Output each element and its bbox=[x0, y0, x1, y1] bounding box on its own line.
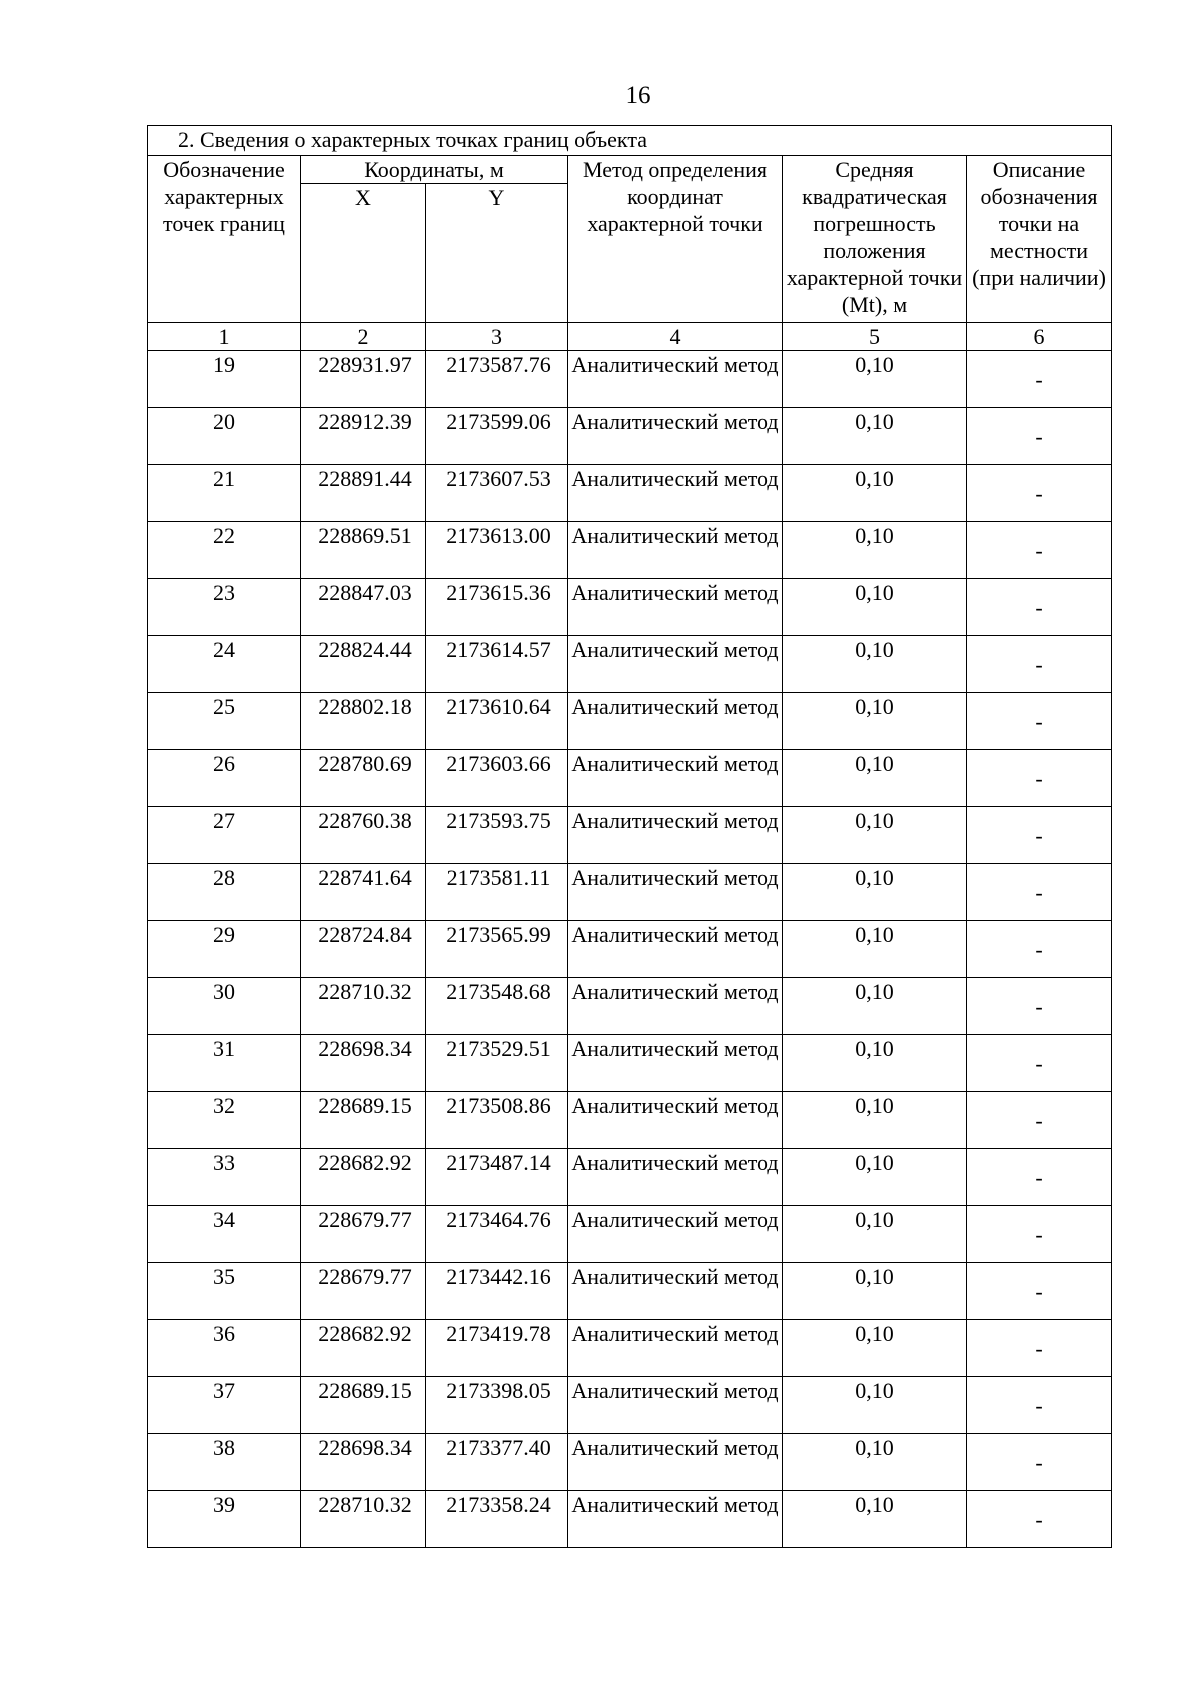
point-label: 30 bbox=[148, 978, 301, 1035]
table-row bbox=[148, 465, 1112, 522]
y-coordinate: 2173610.64 bbox=[426, 693, 568, 750]
boundary-points-table bbox=[147, 125, 1112, 1548]
method-cell: Аналитический метод bbox=[568, 351, 783, 408]
x-coordinate: 228802.18 bbox=[301, 693, 426, 750]
header-coordinates: Координаты, м bbox=[301, 156, 568, 184]
point-label: 31 bbox=[148, 1035, 301, 1092]
table-row bbox=[148, 1092, 1112, 1149]
table-row bbox=[148, 1434, 1112, 1491]
point-label: 21 bbox=[148, 465, 301, 522]
description-cell: - bbox=[967, 1491, 1112, 1548]
accuracy-cell: 0,10 bbox=[783, 1434, 967, 1491]
table-row bbox=[148, 1263, 1112, 1320]
method-cell: Аналитический метод bbox=[568, 1206, 783, 1263]
method-cell: Аналитический метод bbox=[568, 579, 783, 636]
x-coordinate: 228847.03 bbox=[301, 579, 426, 636]
table-row bbox=[148, 579, 1112, 636]
y-coordinate: 2173442.16 bbox=[426, 1263, 568, 1320]
point-label: 24 bbox=[148, 636, 301, 693]
description-cell: - bbox=[967, 750, 1112, 807]
method-cell: Аналитический метод bbox=[568, 807, 783, 864]
x-coordinate: 228912.39 bbox=[301, 408, 426, 465]
description-cell: - bbox=[967, 807, 1112, 864]
header-method: Метод определения координат характерной точки bbox=[568, 156, 783, 323]
x-coordinate: 228724.84 bbox=[301, 921, 426, 978]
method-cell: Аналитический метод bbox=[568, 1092, 783, 1149]
y-coordinate: 2173358.24 bbox=[426, 1491, 568, 1548]
description-cell: - bbox=[967, 1377, 1112, 1434]
x-coordinate: 228891.44 bbox=[301, 465, 426, 522]
header-y: Y bbox=[426, 184, 568, 323]
y-coordinate: 2173613.00 bbox=[426, 522, 568, 579]
method-cell: Аналитический метод bbox=[568, 1434, 783, 1491]
description-cell: - bbox=[967, 522, 1112, 579]
y-coordinate: 2173607.53 bbox=[426, 465, 568, 522]
y-coordinate: 2173548.68 bbox=[426, 978, 568, 1035]
column-number: 3 bbox=[426, 323, 568, 351]
accuracy-cell: 0,10 bbox=[783, 579, 967, 636]
x-coordinate: 228698.34 bbox=[301, 1035, 426, 1092]
accuracy-cell: 0,10 bbox=[783, 465, 967, 522]
table-row bbox=[148, 1035, 1112, 1092]
point-label: 32 bbox=[148, 1092, 301, 1149]
table-row bbox=[148, 921, 1112, 978]
description-cell: - bbox=[967, 978, 1112, 1035]
table-row bbox=[148, 1377, 1112, 1434]
point-label: 37 bbox=[148, 1377, 301, 1434]
x-coordinate: 228760.38 bbox=[301, 807, 426, 864]
point-label: 39 bbox=[148, 1491, 301, 1548]
accuracy-cell: 0,10 bbox=[783, 1149, 967, 1206]
x-coordinate: 228931.97 bbox=[301, 351, 426, 408]
x-coordinate: 228689.15 bbox=[301, 1092, 426, 1149]
method-cell: Аналитический метод bbox=[568, 693, 783, 750]
method-cell: Аналитический метод bbox=[568, 1149, 783, 1206]
y-coordinate: 2173487.14 bbox=[426, 1149, 568, 1206]
column-number: 2 bbox=[301, 323, 426, 351]
y-coordinate: 2173615.36 bbox=[426, 579, 568, 636]
table-row bbox=[148, 807, 1112, 864]
header-description: Описание обозначения точки на местности (при наличии) bbox=[967, 156, 1112, 323]
x-coordinate: 228682.92 bbox=[301, 1320, 426, 1377]
accuracy-cell: 0,10 bbox=[783, 693, 967, 750]
method-cell: Аналитический метод bbox=[568, 1035, 783, 1092]
description-cell: - bbox=[967, 1263, 1112, 1320]
x-coordinate: 228679.77 bbox=[301, 1263, 426, 1320]
table-row bbox=[148, 1206, 1112, 1263]
description-cell: - bbox=[967, 1149, 1112, 1206]
x-coordinate: 228780.69 bbox=[301, 750, 426, 807]
method-cell: Аналитический метод bbox=[568, 408, 783, 465]
table-row bbox=[148, 1320, 1112, 1377]
accuracy-cell: 0,10 bbox=[783, 1263, 967, 1320]
description-cell: - bbox=[967, 408, 1112, 465]
point-label: 38 bbox=[148, 1434, 301, 1491]
description-cell: - bbox=[967, 1320, 1112, 1377]
point-label: 25 bbox=[148, 693, 301, 750]
description-cell: - bbox=[967, 1434, 1112, 1491]
description-cell: - bbox=[967, 921, 1112, 978]
point-label: 34 bbox=[148, 1206, 301, 1263]
point-label: 33 bbox=[148, 1149, 301, 1206]
y-coordinate: 2173599.06 bbox=[426, 408, 568, 465]
y-coordinate: 2173565.99 bbox=[426, 921, 568, 978]
accuracy-cell: 0,10 bbox=[783, 750, 967, 807]
point-label: 28 bbox=[148, 864, 301, 921]
x-coordinate: 228869.51 bbox=[301, 522, 426, 579]
accuracy-cell: 0,10 bbox=[783, 864, 967, 921]
method-cell: Аналитический метод bbox=[568, 921, 783, 978]
y-coordinate: 2173419.78 bbox=[426, 1320, 568, 1377]
accuracy-cell: 0,10 bbox=[783, 921, 967, 978]
description-cell: - bbox=[967, 693, 1112, 750]
description-cell: - bbox=[967, 1035, 1112, 1092]
accuracy-cell: 0,10 bbox=[783, 1206, 967, 1263]
y-coordinate: 2173398.05 bbox=[426, 1377, 568, 1434]
accuracy-cell: 0,10 bbox=[783, 1491, 967, 1548]
table-row bbox=[148, 693, 1112, 750]
y-coordinate: 2173529.51 bbox=[426, 1035, 568, 1092]
accuracy-cell: 0,10 bbox=[783, 408, 967, 465]
accuracy-cell: 0,10 bbox=[783, 522, 967, 579]
x-coordinate: 228679.77 bbox=[301, 1206, 426, 1263]
x-coordinate: 228824.44 bbox=[301, 636, 426, 693]
column-number: 6 bbox=[967, 323, 1112, 351]
table-row bbox=[148, 408, 1112, 465]
page-number: 16 bbox=[625, 82, 651, 109]
x-coordinate: 228689.15 bbox=[301, 1377, 426, 1434]
method-cell: Аналитический метод bbox=[568, 636, 783, 693]
column-number: 5 bbox=[783, 323, 967, 351]
accuracy-cell: 0,10 bbox=[783, 1035, 967, 1092]
point-label: 29 bbox=[148, 921, 301, 978]
accuracy-cell: 0,10 bbox=[783, 807, 967, 864]
point-label: 20 bbox=[148, 408, 301, 465]
method-cell: Аналитический метод bbox=[568, 1320, 783, 1377]
accuracy-cell: 0,10 bbox=[783, 1320, 967, 1377]
header-point: Обозначение характерных точек границ bbox=[148, 156, 301, 323]
method-cell: Аналитический метод bbox=[568, 1377, 783, 1434]
y-coordinate: 2173581.11 bbox=[426, 864, 568, 921]
accuracy-cell: 0,10 bbox=[783, 351, 967, 408]
table-title: 2. Сведения о характерных точках границ объекта bbox=[148, 126, 1112, 156]
method-cell: Аналитический метод bbox=[568, 750, 783, 807]
x-coordinate: 228710.32 bbox=[301, 978, 426, 1035]
method-cell: Аналитический метод bbox=[568, 978, 783, 1035]
y-coordinate: 2173593.75 bbox=[426, 807, 568, 864]
point-label: 22 bbox=[148, 522, 301, 579]
x-coordinate: 228710.32 bbox=[301, 1491, 426, 1548]
column-number: 4 bbox=[568, 323, 783, 351]
method-cell: Аналитический метод bbox=[568, 1491, 783, 1548]
y-coordinate: 2173614.57 bbox=[426, 636, 568, 693]
y-coordinate: 2173603.66 bbox=[426, 750, 568, 807]
header-accuracy: Средняя квадратическая погрешность положения характерной точки (Mt), м bbox=[783, 156, 967, 323]
x-coordinate: 228698.34 bbox=[301, 1434, 426, 1491]
table-row bbox=[148, 750, 1112, 807]
y-coordinate: 2173508.86 bbox=[426, 1092, 568, 1149]
header-x: X bbox=[301, 184, 426, 323]
method-cell: Аналитический метод bbox=[568, 465, 783, 522]
point-label: 26 bbox=[148, 750, 301, 807]
accuracy-cell: 0,10 bbox=[783, 1377, 967, 1434]
method-cell: Аналитический метод bbox=[568, 522, 783, 579]
point-label: 27 bbox=[148, 807, 301, 864]
table-row bbox=[148, 1491, 1112, 1548]
point-label: 35 bbox=[148, 1263, 301, 1320]
y-coordinate: 2173587.76 bbox=[426, 351, 568, 408]
accuracy-cell: 0,10 bbox=[783, 636, 967, 693]
description-cell: - bbox=[967, 1206, 1112, 1263]
method-cell: Аналитический метод bbox=[568, 864, 783, 921]
point-label: 23 bbox=[148, 579, 301, 636]
method-cell: Аналитический метод bbox=[568, 1263, 783, 1320]
description-cell: - bbox=[967, 1092, 1112, 1149]
accuracy-cell: 0,10 bbox=[783, 1092, 967, 1149]
description-cell: - bbox=[967, 864, 1112, 921]
table-row bbox=[148, 864, 1112, 921]
point-label: 36 bbox=[148, 1320, 301, 1377]
table-row bbox=[148, 351, 1112, 408]
description-cell: - bbox=[967, 465, 1112, 522]
table-row bbox=[148, 1149, 1112, 1206]
point-label: 19 bbox=[148, 351, 301, 408]
table-row bbox=[148, 978, 1112, 1035]
x-coordinate: 228682.92 bbox=[301, 1149, 426, 1206]
accuracy-cell: 0,10 bbox=[783, 978, 967, 1035]
table-row bbox=[148, 522, 1112, 579]
description-cell: - bbox=[967, 579, 1112, 636]
table-body bbox=[148, 351, 1112, 1548]
y-coordinate: 2173377.40 bbox=[426, 1434, 568, 1491]
column-numbers-row bbox=[148, 323, 1112, 351]
table-row bbox=[148, 636, 1112, 693]
column-number: 1 bbox=[148, 323, 301, 351]
y-coordinate: 2173464.76 bbox=[426, 1206, 568, 1263]
description-cell: - bbox=[967, 636, 1112, 693]
description-cell: - bbox=[967, 351, 1112, 408]
x-coordinate: 228741.64 bbox=[301, 864, 426, 921]
